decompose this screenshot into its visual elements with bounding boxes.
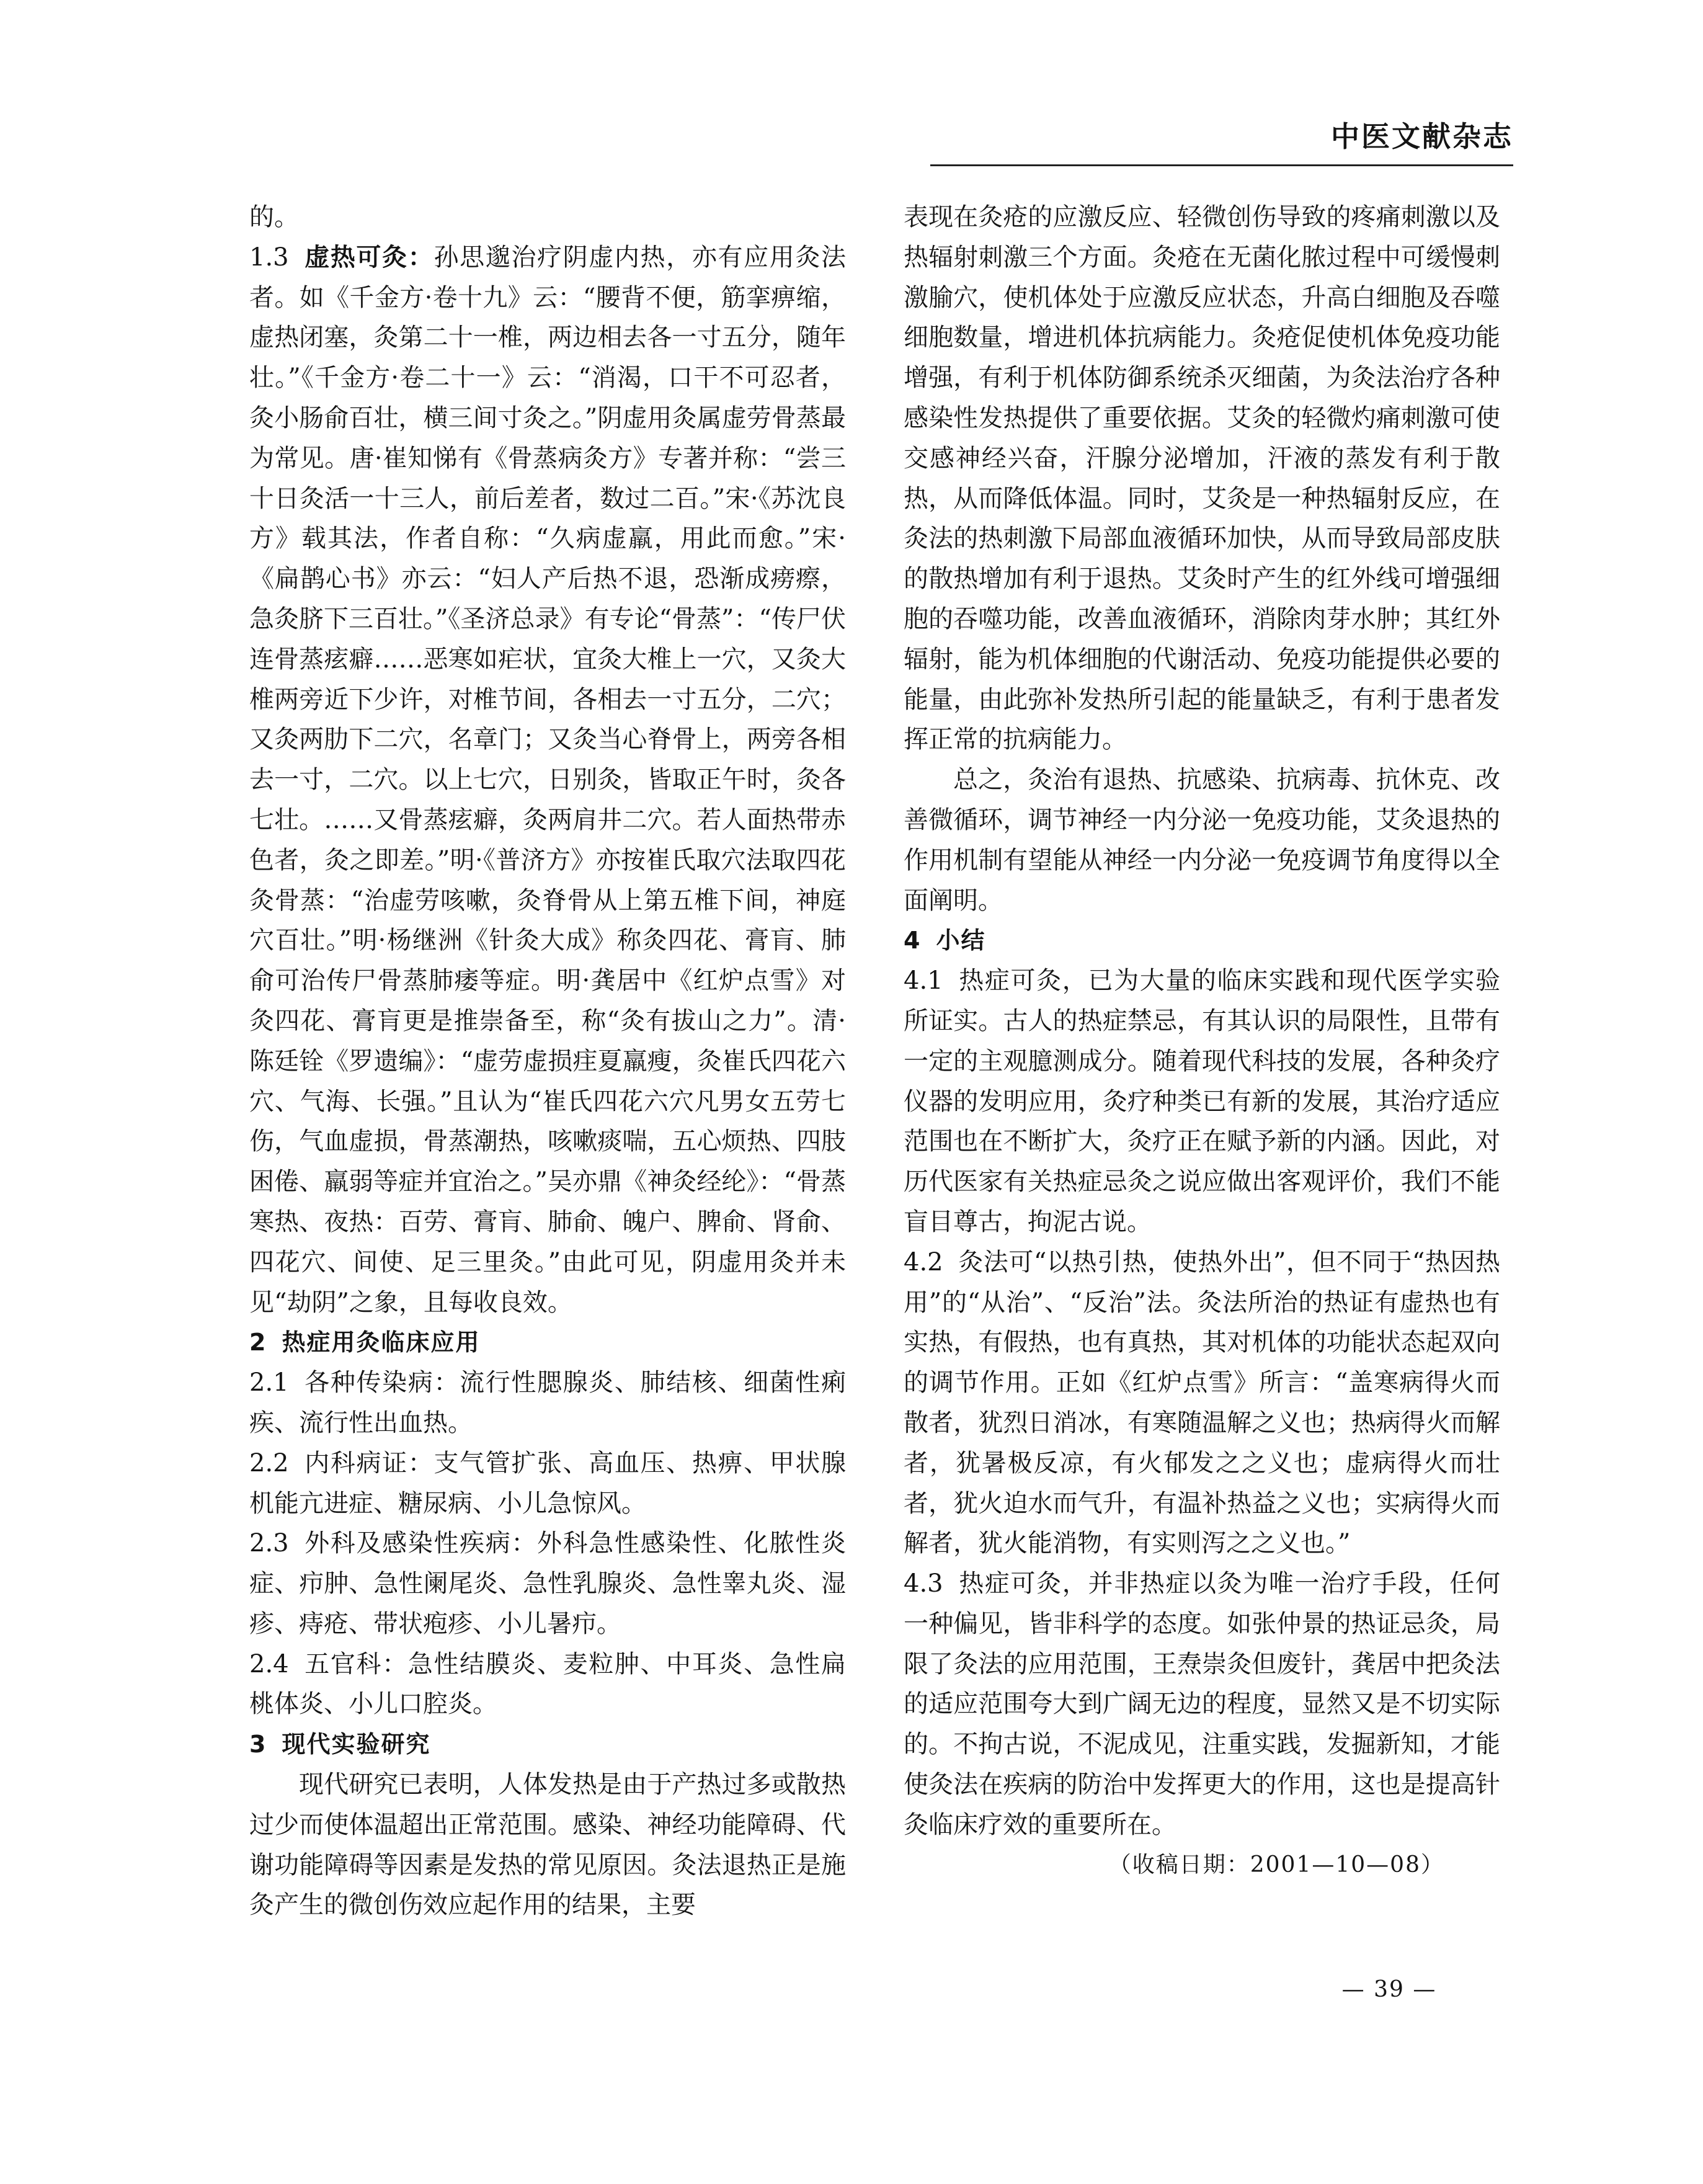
section-3-body: 现代研究已表明，人体发热是由于产热过多或散热过少而使体温超出正常范围。感染、神经功能障碍、代谢功能障碍等因素是发热的常见原因。灸法退热正是施灸产生的微创伤效应起作用的结果，主要 <box>249 1770 846 1920</box>
page-number: — 39 — <box>1341 1977 1437 2002</box>
right-column <box>904 197 1500 1885</box>
section-2-3 <box>249 1523 846 1644</box>
section-number: 1.3 <box>249 243 289 272</box>
section-body: 灸法可“以热引热，使热外出”，但不同于“热因热用”的“从治”、“反治”法。灸法所治的热证有虚热也有实热，有假热，也有真热，其对机体的功能状态起双向的调节作用。正如《红炉点雪》所言：“盖寒病得火而散者，犹烈日消冰，有寒随温解之义也；热病得火而解者，犹暑极反凉，有火郁发之之义也；虚病得火而壮者，犹火迫水而气升，有温补热益之义也；实病得火而解者，犹火能消物，有实则泻之之义也。” <box>904 1247 1500 1558</box>
section-body: 孙思邈治疗阴虚内热，亦有应用灸法者。如《千金方·卷十九》云：“腰背不便，筋挛痹缩，虚热闭塞，灸第二十一椎，两边相去各一寸五分，随年壮。”《千金方·卷二十一》云：“消渴，口干不可忍者，灸小肠俞百壮，横三间寸灸之。”阴虚用灸属虚劳骨蒸最为常见。唐·崔知悌有《骨蒸病灸方》专著并称：“尝三十日灸活一十三人，前后差者，数过二百。”宋·《苏沈良方》载其法，作者自称：“久病虚羸，用此而愈。”宋·《扁鹊心书》亦云：“妇人产后热不退，恐渐成痨瘵，急灸脐下三百壮。”《圣济总录》有专论“骨蒸”：“传尸伏连骨蒸痃癖……恶寒如疟状，宜灸大椎上一穴，又灸大椎两旁近下少许，对椎节间，各相去一寸五分，二穴；又灸两肋下二穴，名章门；又灸当心脊骨上，两旁各相去一寸，二穴。以上七穴，日别灸，皆取正午时，灸各七壮。……又骨蒸痃癖，灸两肩井二穴。若人面热带赤色者，灸之即差。”明·《普济方》亦按崔氏取穴法取四花灸骨蒸：“治虚劳咳嗽，灸脊骨从上第五椎下间，神庭穴百壮。”明·杨继洲《针灸大成》称灸四花、膏肓、肺俞可治传尸骨蒸肺痿等症。明·龚居中《红炉点雪》对灸四花、膏肓更是推崇备至，称“灸有拔山之力”。清·陈廷铨《罗遗编》：“虚劳虚损疰夏羸瘦，灸崔氏四花六穴、气海、长强。”且认为“崔氏四花六穴凡男女五劳七伤，气血虚损，骨蒸潮热，咳嗽痰喘，五心烦热、四肢困倦、羸弱等症并宜治之。”吴亦鼎《神灸经纶》：“骨蒸寒热、夜热：百劳、膏肓、肺俞、魄户、脾俞、肾俞、四花穴、间使、足三里灸。”由此可见，阴虚用灸并未见“劫阴”之象，且每收良效。 <box>249 243 847 1317</box>
section-title: 小结 <box>936 927 986 955</box>
summary-paragraph: 总之，灸治有退热、抗感染、抗病毒、抗休克、改善微循环，调节神经一内分泌一免疫功能，艾灸退热的作用机制有望能从神经一内分泌一免疫调节角度得以全面阐明。 <box>904 765 1500 915</box>
section-number: 2.4 <box>249 1649 289 1678</box>
section-4-heading <box>904 920 1500 961</box>
left-column <box>249 197 846 1925</box>
header-rule <box>930 164 1513 166</box>
receipt-date: （收稿日期：2001—10—08） <box>1108 1852 1444 1878</box>
section-number: 2.2 <box>249 1448 289 1478</box>
section-body: 热症可灸，并非热症以灸为唯一治疗手段，任何一种偏见，皆非科学的态度。如张仲景的热证忌灸，局限了灸法的应用范围，王焘崇灸但废针，龚居中把灸法的适应范围夸大到广阔无边的程度，显然又是不切实际的。不拘古说，不泥成见，注重实践，发掘新知，才能使灸法在疾病的防治中发挥更大的作用，这也是提高针灸临床疗效的重要所在。 <box>904 1569 1500 1839</box>
section-2-4 <box>249 1644 846 1725</box>
section-number: 4 <box>904 927 922 955</box>
section-body: 外科及感染性疾病：外科急性感染性、化脓性炎症、疖肿、急性阑尾炎、急性乳腺炎、急性睾丸炎、湿疹、痔疮、带状疱疹、小儿暑疖。 <box>249 1529 846 1638</box>
journal-title: 中医文献杂志 <box>1331 120 1513 153</box>
section-title: 虚热可灸： <box>303 242 434 272</box>
section-number: 4.1 <box>904 966 943 996</box>
running-header <box>930 115 1513 158</box>
paragraph-continuation: 表现在灸疮的应激反应、轻微创伤导致的疼痛刺激以及热辐射刺激三个方面。灸疮在无菌化脓过程中可缓慢刺激腧穴，使机体处于应激反应状态，升高白细胞及吞噬细胞数量，增进机体抗病能力。灸疮促使机体免疫功能增强，有利于机体防御系统杀灭细菌，为灸法治疗各种感染性发热提供了重要依据。艾灸的轻微灼痛刺激可使交感神经兴奋，汗腺分泌增加，汗液的蒸发有利于散热，从而降低体温。同时，艾灸是一种热辐射反应，在灸法的热刺激下局部血液循环加快，从而导致局部皮肤的散热增加有利于退热。艾灸时产生的红外线可增强细胞的吞噬功能，改善血液循环，消除肉芽水肿；其红外辐射，能为机体细胞的代谢活动、免疫功能提供必要的能量，由此弥补发热所引起的能量缺乏，有利于患者发挥正常的抗病能力。 <box>904 203 1500 754</box>
section-body: 热症可灸，已为大量的临床实践和现代医学实验所证实。古人的热症禁忌，有其认识的局限性，且带有一定的主观臆测成分。随着现代科技的发展，各种灸疗仪器的发明应用，灸疗种类已有新的发展，其治疗适应范围也在不断扩大，灸疗正在赋予新的内涵。因此，对历代医家有关热症忌灸之说应做出客观评价，我们不能盲目尊古，拘泥古说。 <box>904 966 1500 1236</box>
section-4-1 <box>904 961 1500 1242</box>
section-4-2 <box>904 1242 1500 1564</box>
section-number: 4.3 <box>904 1569 943 1598</box>
section-title: 现代实验研究 <box>282 1731 431 1758</box>
section-4-3 <box>904 1564 1500 1845</box>
section-2-2 <box>249 1443 846 1524</box>
section-1-3 <box>249 238 846 1323</box>
section-body: 五官科：急性结膜炎、麦粒肿、中耳炎、急性扁桃体炎、小儿口腔炎。 <box>249 1649 846 1719</box>
section-2-1 <box>249 1363 846 1443</box>
section-3-heading <box>249 1724 846 1765</box>
section-number: 4.2 <box>904 1247 943 1277</box>
section-number: 3 <box>249 1731 267 1758</box>
section-number: 2.1 <box>249 1368 289 1397</box>
section-body: 各种传染病：流行性腮腺炎、肺结核、细菌性痢疾、流行性出血热。 <box>249 1368 846 1437</box>
section-number: 2 <box>249 1329 267 1357</box>
section-number: 2.3 <box>249 1529 289 1558</box>
section-title: 热症用灸临床应用 <box>282 1329 481 1357</box>
paragraph-continuation: 的。 <box>249 203 299 231</box>
section-body: 内科病证：支气管扩张、高血压、热痹、甲状腺机能亢进症、糖尿病、小儿急惊风。 <box>249 1448 846 1518</box>
section-2-heading <box>249 1322 846 1363</box>
